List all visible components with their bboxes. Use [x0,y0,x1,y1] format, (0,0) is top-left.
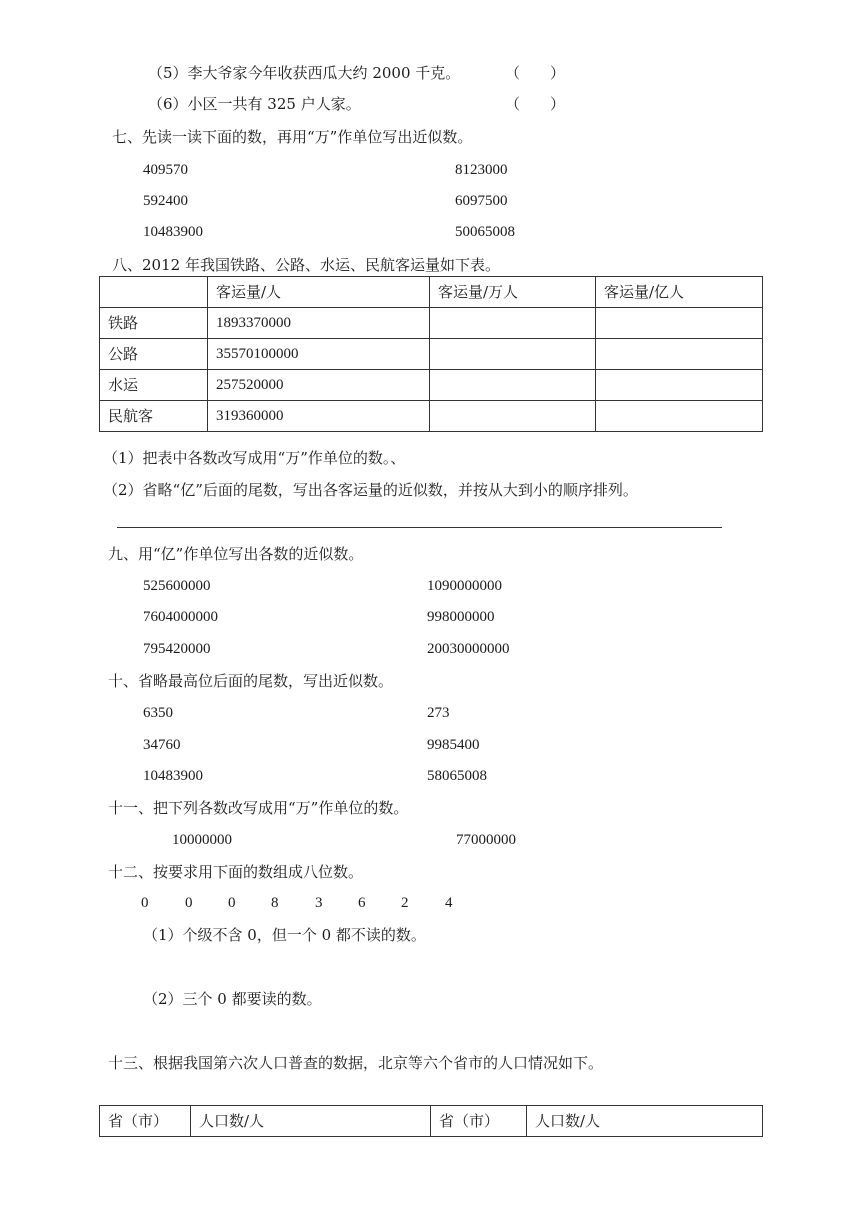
table-header-cell: 人口数/人 [191,1106,431,1137]
q7-number: 8123000 [455,162,508,178]
population-table [99,1105,763,1137]
q9-number: 795420000 [143,641,211,657]
table-cell: 铁路 [100,308,208,339]
q10-number: 10483900 [143,768,203,784]
answer-line [117,527,722,528]
q9-number: 20030000000 [427,641,510,657]
q12-digit: 3 [315,895,323,911]
answer-cell [430,401,596,432]
q12-digit: 8 [271,895,279,911]
table-cell: 35570100000 [208,339,430,370]
table-header-row [100,277,763,308]
answer-cell [430,370,596,401]
table-header-cell [100,277,208,308]
q9-title: 九、用“亿”作单位写出各数的近似数。 [108,545,364,563]
q7-number: 6097500 [455,193,508,209]
q12-digit: 0 [228,895,236,911]
table-header-cell: 客运量/人 [208,277,430,308]
passenger-volume-table [99,276,763,432]
q12-digit: 2 [401,895,409,911]
answer-paren: （ ） [505,95,566,113]
answer-cell [430,339,596,370]
table-row [100,401,763,432]
answer-cell [596,339,763,370]
q13-title: 十三、根据我国第六次人口普查的数据，北京等六个省市的人口情况如下。 [108,1054,604,1072]
q6-item6: （6）小区一共有 325 户人家。 [148,95,361,113]
table-cell: 水运 [100,370,208,401]
table-cell: 民航客 [100,401,208,432]
table-cell: 319360000 [208,401,430,432]
table-header-cell: 客运量/万人 [430,277,596,308]
q10-number: 273 [427,705,450,721]
q12-digit: 0 [141,895,149,911]
table-header-cell: 省（市） [431,1106,527,1137]
q10-title: 十、省略最高位后面的尾数，写出近似数。 [108,672,394,690]
q11-title: 十一、把下列各数改写成用“万”作单位的数。 [108,799,409,817]
q6-item5: （5）李大爷家今年收获西瓜大约 2000 千克。 [148,64,461,82]
q12-digit: 4 [445,895,453,911]
q12-digit: 6 [358,895,366,911]
answer-cell [430,308,596,339]
q7-title: 七、先读一读下面的数，再用“万”作单位写出近似数。 [112,128,473,146]
q11-number: 10000000 [172,832,232,848]
answer-paren: （ ） [505,64,566,82]
q9-number: 1090000000 [427,578,502,594]
q10-number: 9985400 [427,737,480,753]
q7-number: 10483900 [143,224,203,240]
q11-number: 77000000 [456,832,516,848]
answer-cell [596,308,763,339]
q7-number: 592400 [143,193,188,209]
table-row [100,308,763,339]
q8-title: 八、2012 年我国铁路、公路、水运、民航客运量如下表。 [112,256,500,274]
table-header-cell: 客运量/亿人 [596,277,763,308]
table-header-cell: 人口数/人 [527,1106,763,1137]
table-row [100,370,763,401]
table-header-cell: 省（市） [100,1106,191,1137]
q7-number: 50065008 [455,224,515,240]
q9-number: 7604000000 [143,609,218,625]
answer-cell [596,401,763,432]
q12-sub1: （1）个级不含 0，但一个 0 都不读的数。 [143,926,426,944]
q12-digit: 0 [185,895,193,911]
q7-number: 409570 [143,162,188,178]
table-cell: 公路 [100,339,208,370]
q10-number: 34760 [143,737,181,753]
q12-sub2: （2）三个 0 都要读的数。 [143,990,322,1008]
q8-sub1: （1）把表中各数改写成用“万”作单位的数。、 [103,449,406,467]
table-row [100,339,763,370]
table-cell: 257520000 [208,370,430,401]
q10-number: 58065008 [427,768,487,784]
table-cell: 1893370000 [208,308,430,339]
q10-number: 6350 [143,705,173,721]
table-header-row [100,1106,763,1137]
q9-number: 525600000 [143,578,211,594]
q8-sub2: （2）省略“亿”后面的尾数，写出各客运量的近似数，并按从大到小的顺序排列。 [103,481,638,499]
q9-number: 998000000 [427,609,495,625]
q12-title: 十二、按要求用下面的数组成八位数。 [108,863,364,881]
answer-cell [596,370,763,401]
